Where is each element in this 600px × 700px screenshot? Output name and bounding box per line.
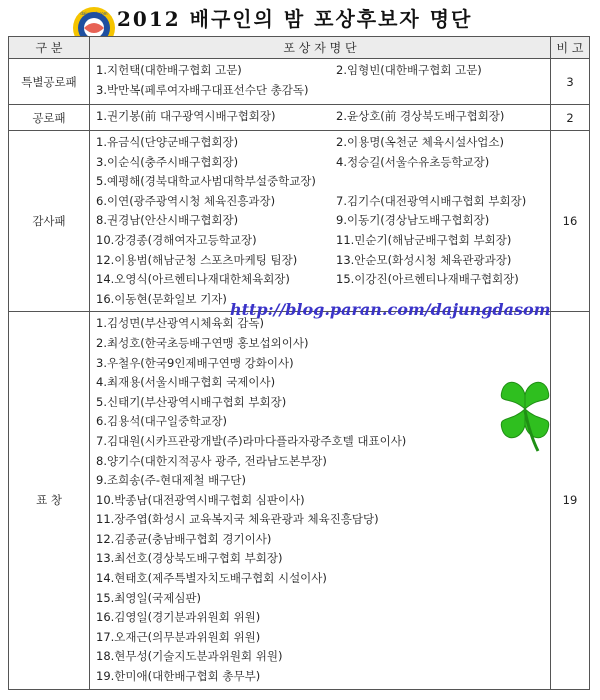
page-title: 2012 배구인의 밤 포상후보자 명단 bbox=[117, 7, 473, 31]
nominee: 17.오재근(의무분과위원회 위원) bbox=[96, 629, 261, 644]
nominee: 19.한미애(대한배구협회 총무부) bbox=[96, 669, 261, 684]
nominee: 6.김용석(대구일중학교장) bbox=[96, 414, 228, 429]
section-row-special-merit bbox=[9, 59, 590, 105]
nominee: 5.신태기(부산광역시배구협회 부회장) bbox=[96, 394, 287, 409]
nominee: 3.이순식(충주시배구협회장) bbox=[96, 154, 239, 169]
nominee: 8.양기수(대한지적공사 광주, 전라남도본부장) bbox=[96, 453, 327, 468]
nominee: 16.이동현(문화일보 기자) bbox=[96, 291, 227, 306]
award-table bbox=[8, 36, 590, 690]
nominee: 1.권기봉(前 대구광역시배구협회장) bbox=[96, 109, 276, 123]
nominee: 1.유금식(단양군배구협회장) bbox=[96, 135, 239, 149]
header-category: 구 분 bbox=[9, 37, 90, 59]
category-cell: 표 창 bbox=[9, 312, 90, 689]
nominee: 2.이용명(옥천군 체육시설사업소) bbox=[336, 135, 505, 149]
section-row-appreciation bbox=[9, 131, 590, 312]
nominee: 7.김대원(시카프관광개발(주)라마다플라자광주호텔 대표이사) bbox=[96, 433, 407, 448]
header-row bbox=[9, 37, 590, 59]
nominee: 14.현태호(제주특별자치도배구협회 시설이사) bbox=[96, 571, 327, 586]
nominee: 1.지헌택(대한배구협회 고문) bbox=[96, 63, 242, 77]
note-cell: 16 bbox=[551, 131, 590, 312]
nominee: 13.최선호(경상북도배구협회 부회장) bbox=[96, 551, 283, 566]
header-names: 포 상 자 명 단 bbox=[90, 37, 551, 59]
note-cell: 2 bbox=[551, 105, 590, 131]
blog-url-watermark[interactable]: http://blog.paran.com/dajungdasom bbox=[230, 300, 551, 319]
nominee: 1.김성면(부산광역시체육회 감독) bbox=[96, 316, 265, 331]
nominee: 10.박종남(대전광역시배구협회 심판이사) bbox=[96, 492, 305, 507]
nominee: 11.민순기(해남군배구협회 부회장) bbox=[336, 232, 512, 247]
note-cell: 19 bbox=[551, 312, 590, 689]
category-cell: 특별공로패 bbox=[9, 59, 90, 105]
category-cell: 감사패 bbox=[9, 131, 90, 312]
nominee: 15.최영일(국제심판) bbox=[96, 590, 202, 605]
nominee: 2.윤상호(前 경상북도배구협회장) bbox=[336, 109, 505, 123]
nominee: 3.박만복(페루여자배구대표선수단 총감독) bbox=[96, 82, 309, 97]
nominee: 16.김영일(경기분과위원회 위원) bbox=[96, 610, 261, 625]
names-cell bbox=[90, 59, 551, 105]
four-leaf-clover-icon bbox=[480, 365, 570, 455]
nominee: 6.이연(광주광역시청 체육진흥과장) bbox=[96, 193, 276, 208]
nominee: 2.최성호(한국초등배구연맹 홍보섭외이사) bbox=[96, 335, 309, 350]
nominee: 12.김종균(충남배구협회 경기이사) bbox=[96, 531, 272, 546]
nominee: 4.정승길(서울수유초등학교장) bbox=[336, 154, 490, 169]
nominee: 2.임형빈(대한배구협회 고문) bbox=[336, 63, 482, 77]
names-cell bbox=[90, 105, 551, 131]
note-cell: 3 bbox=[551, 59, 590, 105]
nominee: 12.이용범(해남군청 스포츠마케팅 팀장) bbox=[96, 252, 298, 267]
nominee: 8.권경남(안산시배구협회장) bbox=[96, 213, 239, 228]
names-cell bbox=[90, 131, 551, 312]
nominee: 10.강경종(경해여자고등학교장) bbox=[96, 232, 257, 247]
nominee: 9.이동기(경상남도배구협회장) bbox=[336, 213, 490, 228]
nominee: 3.우철우(한국9인제배구연맹 강화이사) bbox=[96, 355, 294, 370]
nominee: 11.장주엽(화성시 교육복지국 체육관광과 체육진흥담당) bbox=[96, 512, 379, 527]
nominee: 18.현무성(기술지도분과위원회 위원) bbox=[96, 649, 283, 664]
nominee: 14.오영식(아르헨티나재대한체육회장) bbox=[96, 272, 290, 287]
nominee: 9.조희송(주-현대제철 배구단) bbox=[96, 473, 246, 488]
nominee: 4.최재용(서울시배구협회 국제이사) bbox=[96, 375, 276, 390]
header-note: 비 고 bbox=[551, 37, 590, 59]
category-cell: 공로패 bbox=[9, 105, 90, 131]
logo-top-text: dajungdasom bbox=[80, 11, 108, 16]
section-row-merit bbox=[9, 105, 590, 131]
nominee: 7.김기수(대전광역시배구협회 부회장) bbox=[336, 193, 527, 208]
nominee: 13.안순모(화성시청 체육관광과장) bbox=[336, 252, 512, 267]
nominee: 5.예평해(경북대학교사범대학부설중학교장) bbox=[96, 174, 316, 189]
nominee: 15.이강진(아르헨티나재배구협회장) bbox=[336, 272, 519, 287]
